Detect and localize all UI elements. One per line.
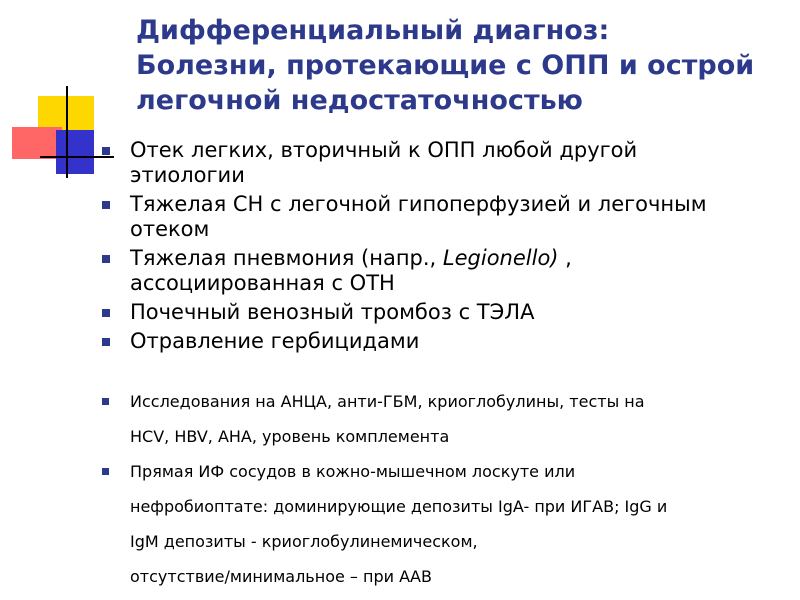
bullet-item — [100, 246, 790, 296]
note-text: отсутствие/минимальное – при ААВ — [130, 567, 432, 586]
bullet-item — [100, 138, 790, 188]
bullet-text-line — [130, 246, 790, 271]
note-text: Прямая ИФ сосудов в кожно-мышечном лоскуте или — [130, 462, 576, 481]
note-text: Исследования на АНЦА, анти-ГБМ, криоглобулины, тесты на — [130, 392, 645, 411]
note-item — [100, 384, 790, 454]
note-text: IgM депозиты - криоглобулинемическом, — [130, 532, 478, 551]
bullet-text: этиологии — [130, 163, 245, 187]
bullet-text: , — [565, 246, 572, 270]
bullet-text: Тяжелая СН с легочной гипоперфузией и легочным — [130, 192, 707, 216]
bullet-square-icon — [102, 255, 110, 263]
bullet-square-icon — [102, 338, 110, 346]
red-square — [12, 127, 62, 159]
vertical-line — [66, 86, 68, 178]
bullet-square-icon — [102, 398, 109, 405]
bullet-square-icon — [102, 309, 110, 317]
bullet-item — [100, 192, 790, 242]
bullet-text: ассоциированная с ОТН — [130, 271, 395, 295]
bullet-item — [100, 300, 790, 325]
bullet-text-italic: Legionello) — [442, 246, 566, 270]
bullet-text: Отек легких, вторичный к ОПП любой другой — [130, 138, 638, 162]
bullet-square-icon — [102, 468, 109, 475]
bullet-square-icon — [102, 147, 110, 155]
bullet-text: Почечный венозный тромбоз с ТЭЛА — [130, 300, 535, 324]
bullet-item — [100, 329, 790, 354]
note-item — [100, 454, 790, 594]
title-line-2: Болезни, протекающие с ОПП и острой — [136, 50, 755, 81]
bullet-text: Отравление гербицидами — [130, 329, 420, 353]
note-text: нефробиоптате: доминирующие депозиты IgA- при ИГАВ; IgG и — [130, 497, 668, 516]
note-text: HCV, HBV, АНА, уровень комплемента — [130, 427, 450, 446]
title-line-1: Дифференциальный диагноз: — [136, 15, 610, 46]
bullet-text: отеком — [130, 217, 210, 241]
title-line-3: легочной недостаточностью — [136, 85, 583, 116]
bullet-square-icon — [102, 201, 110, 209]
slide-title — [136, 13, 786, 118]
bullet-text: Тяжелая пневмония (напр., — [130, 246, 443, 270]
blue-square — [56, 130, 94, 174]
slide-content — [100, 138, 790, 594]
